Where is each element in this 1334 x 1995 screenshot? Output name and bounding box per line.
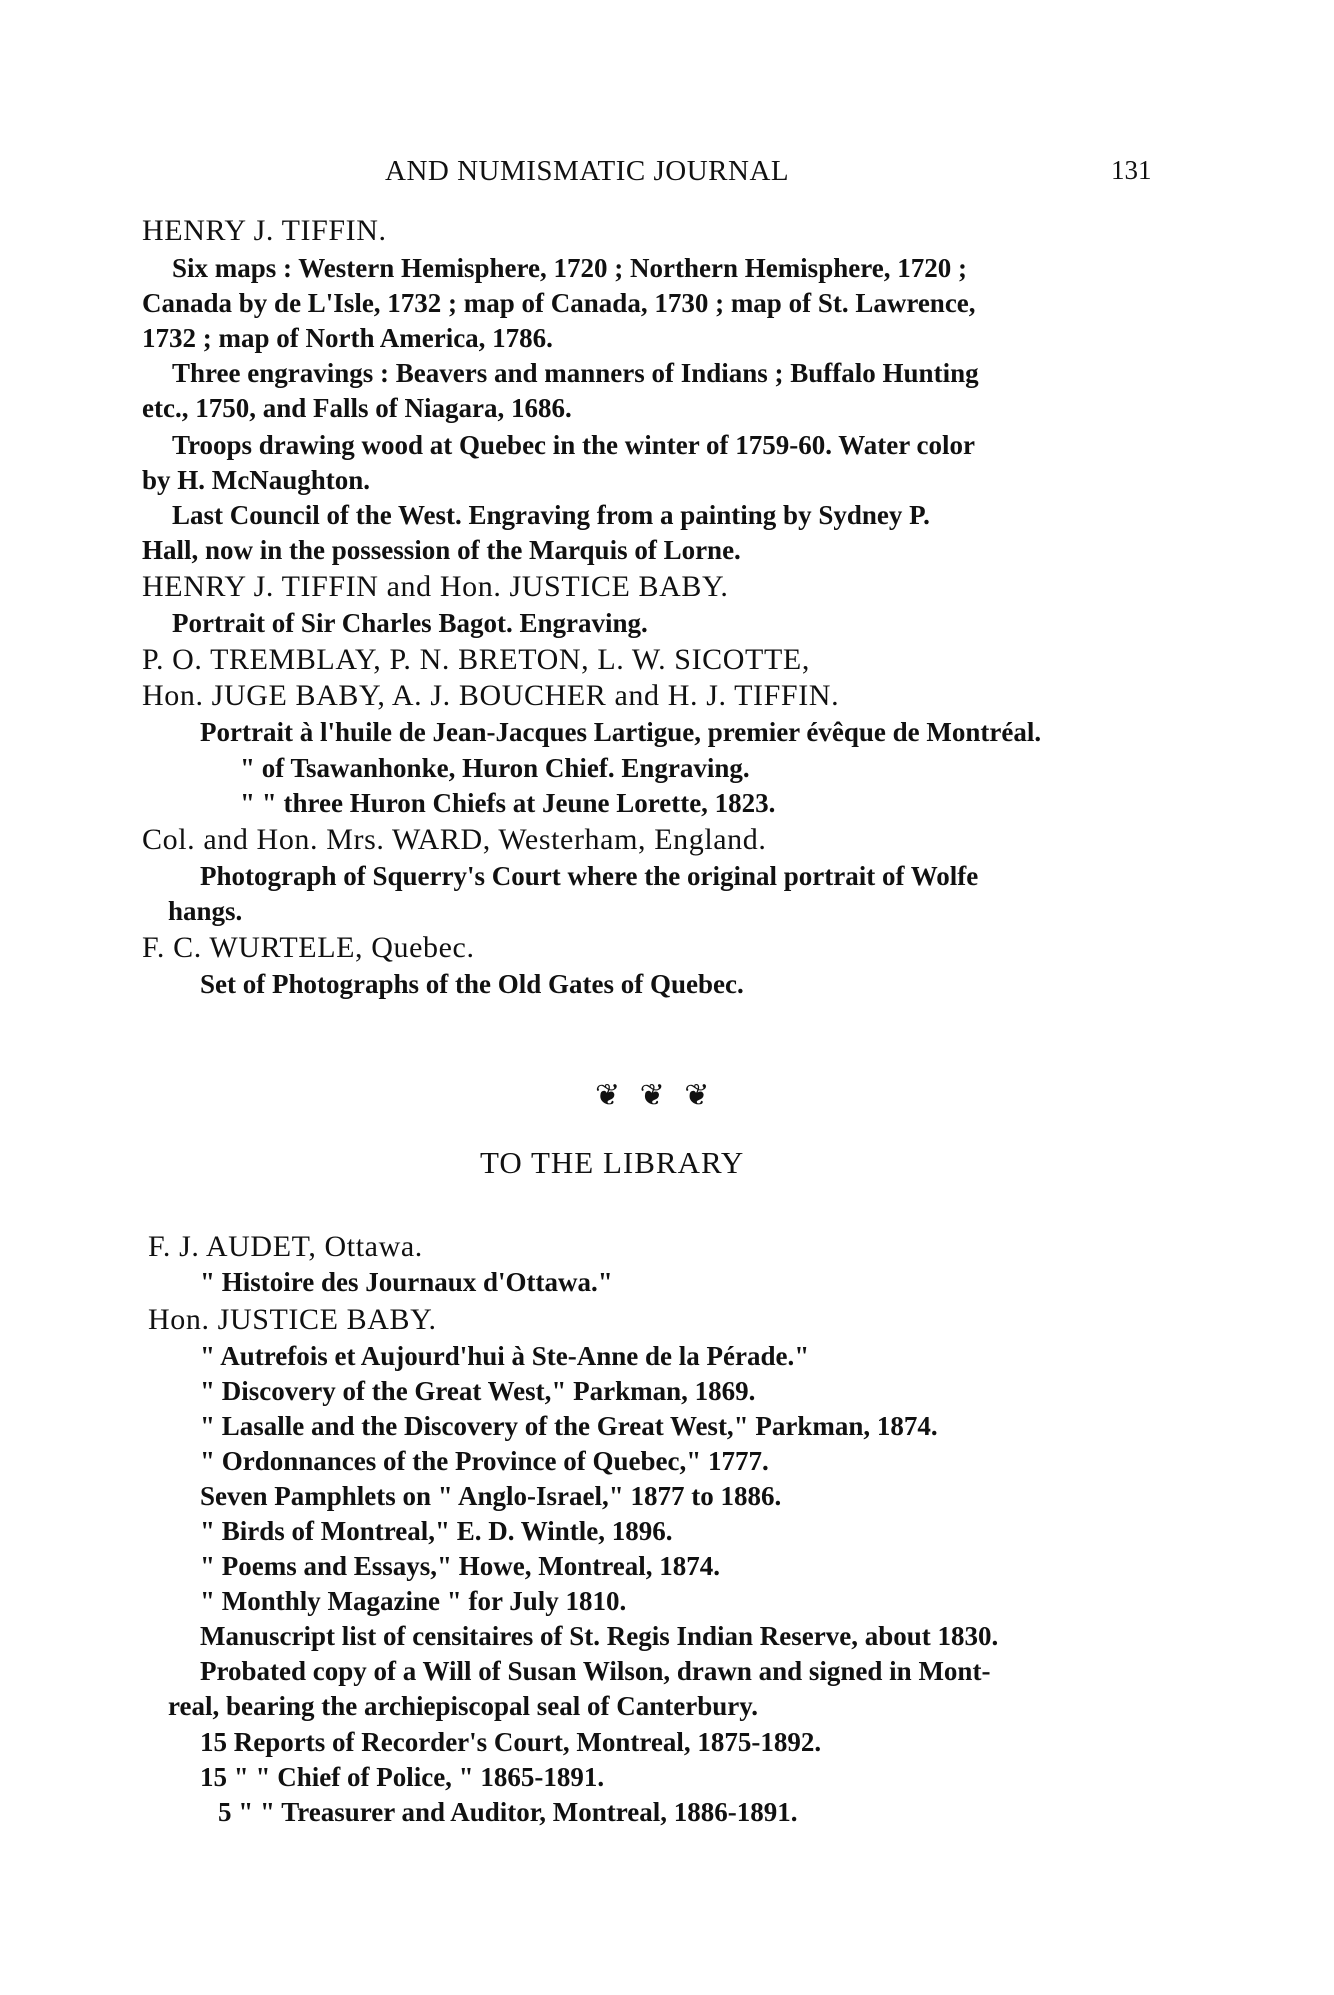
donor-name: Hon. JUSTICE BABY. — [148, 1303, 437, 1336]
entry-line: Seven Pamphlets on " Anglo-Israel," 1877 to 1886. — [200, 1481, 782, 1511]
fleuron-ornament: ❦ ❦ ❦ — [595, 1079, 716, 1112]
donor-name: P. O. TREMBLAY, P. N. BRETON, L. W. SICOTTE, — [142, 643, 810, 676]
entry-line: 15 Reports of Recorder's Court, Montreal, 1875-1892. — [200, 1727, 822, 1757]
entry-line: 5 " " Treasurer and Auditor, Montreal, 1886-1891. — [218, 1797, 798, 1827]
entry-line: 1732 ; map of North America, 1786. — [142, 323, 553, 353]
entry-line: " Autrefois et Aujourd'hui à Ste-Anne de la Pérade." — [200, 1341, 810, 1371]
entry-line: by H. McNaughton. — [142, 465, 371, 495]
entry-line: " Lasalle and the Discovery of the Great West," Parkman, 1874. — [200, 1411, 938, 1441]
donor-name: HENRY J. TIFFIN and Hon. JUSTICE BABY. — [142, 570, 729, 603]
entry-line: hangs. — [168, 896, 243, 926]
entry-line: " Poems and Essays," Howe, Montreal, 1874. — [200, 1551, 720, 1581]
entry-line: Photograph of Squerry's Court where the original portrait of Wolfe — [200, 861, 979, 891]
donor-name: Col. and Hon. Mrs. WARD, Westerham, England. — [142, 823, 767, 856]
entry-line: real, bearing the archiepiscopal seal of Canterbury. — [168, 1691, 758, 1721]
entry-line: etc., 1750, and Falls of Niagara, 1686. — [142, 393, 572, 423]
entry-line: " Ordonnances of the Province of Quebec," 1777. — [200, 1446, 769, 1476]
entry-line: Portrait of Sir Charles Bagot. Engraving. — [172, 608, 648, 638]
entry-line: Probated copy of a Will of Susan Wilson, drawn and signed in Mont- — [200, 1656, 991, 1686]
donor-name: F. J. AUDET, Ottawa. — [148, 1230, 423, 1263]
donor-name: Hon. JUGE BABY, A. J. BOUCHER and H. J. TIFFIN. — [142, 679, 840, 712]
entry-line: " Monthly Magazine " for July 1810. — [200, 1586, 627, 1616]
donor-name: HENRY J. TIFFIN. — [142, 214, 387, 247]
entry-line: Six maps : Western Hemisphere, 1720 ; Northern Hemisphere, 1720 ; — [172, 253, 967, 283]
entry-line: 15 " " Chief of Police, " 1865-1891. — [200, 1762, 605, 1792]
entry-line: Troops drawing wood at Quebec in the winter of 1759-60. Water color — [172, 430, 975, 460]
entry-line: " Discovery of the Great West," Parkman, 1869. — [200, 1376, 756, 1406]
entry-line: Last Council of the West. Engraving from a painting by Sydney P. — [172, 500, 930, 530]
entry-line: Canada by de L'Isle, 1732 ; map of Canada, 1730 ; map of St. Lawrence, — [142, 288, 976, 318]
donor-name: F. C. WURTELE, Quebec. — [142, 931, 475, 964]
running-title: AND NUMISMATIC JOURNAL — [385, 155, 790, 187]
entry-line: Manuscript list of censitaires of St. Regis Indian Reserve, about 1830. — [200, 1621, 999, 1651]
section-heading: TO THE LIBRARY — [480, 1145, 745, 1180]
entry-line: Three engravings : Beavers and manners of Indians ; Buffalo Hunting — [172, 358, 979, 388]
entry-line: Portrait à l'huile de Jean-Jacques Lartigue, premier évêque de Montréal. — [200, 717, 1042, 747]
entry-line: " " three Huron Chiefs at Jeune Lorette, 1823. — [240, 788, 776, 818]
entry-line: " Birds of Montreal," E. D. Wintle, 1896. — [200, 1516, 673, 1546]
entry-line: " of Tsawanhonke, Huron Chief. Engraving. — [240, 753, 750, 783]
page-number: 131 — [1111, 155, 1152, 185]
entry-line: Hall, now in the possession of the Marquis of Lorne. — [142, 535, 741, 565]
entry-line: Set of Photographs of the Old Gates of Quebec. — [200, 969, 744, 999]
entry-line: " Histoire des Journaux d'Ottawa." — [200, 1267, 613, 1297]
